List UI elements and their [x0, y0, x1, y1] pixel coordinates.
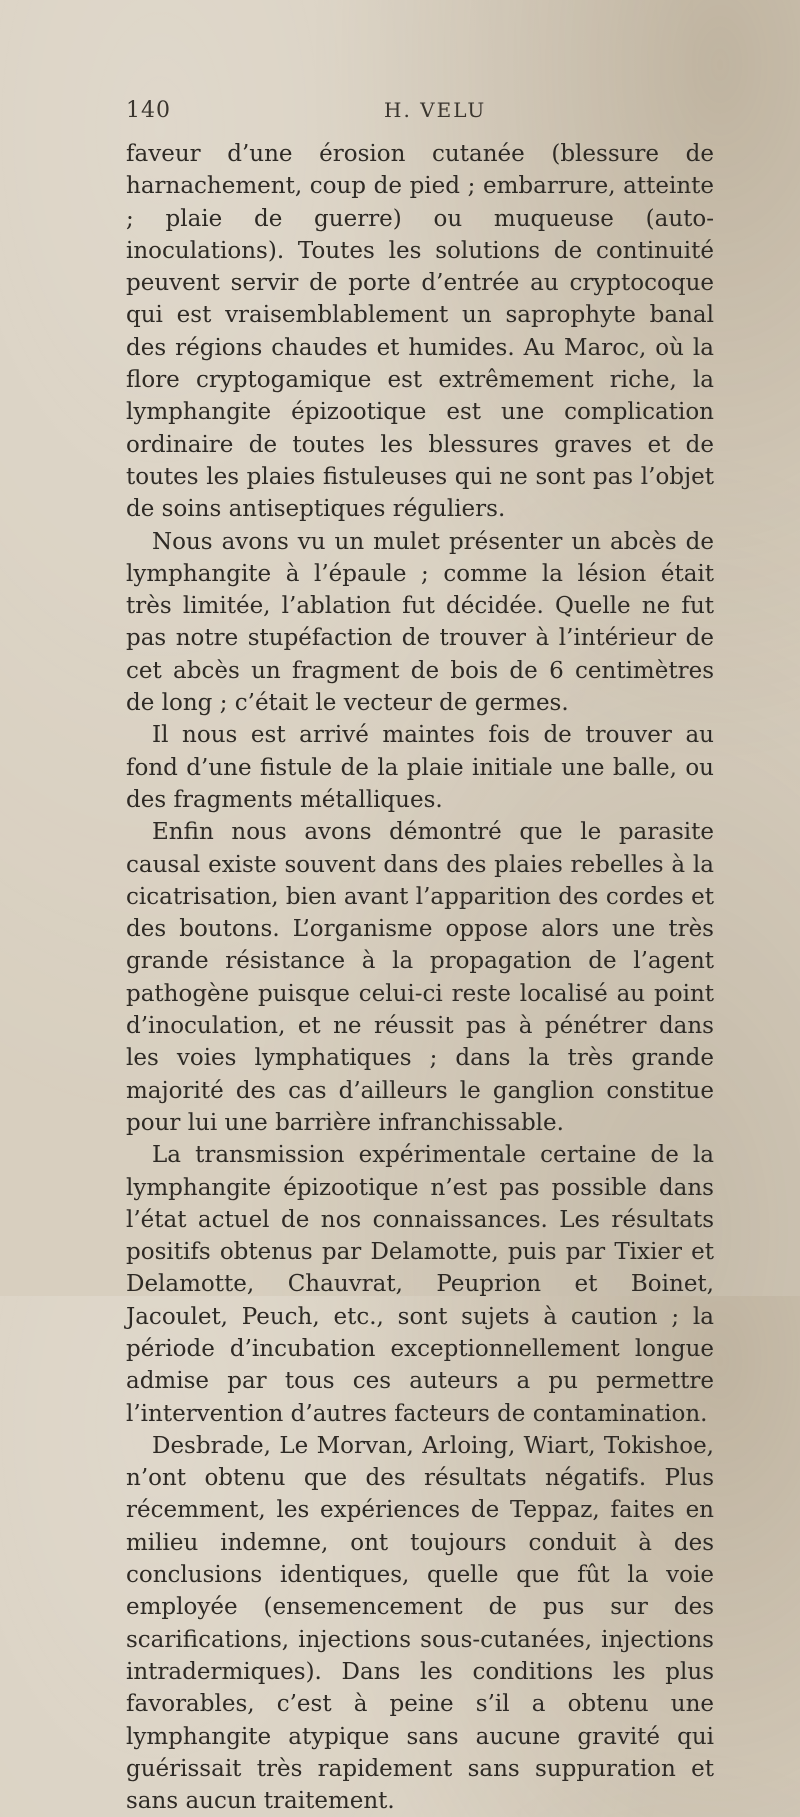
running-head: H. VELU — [384, 98, 487, 122]
paragraph: Il nous est arrivé maintes fois de trouver au fond d’une fistule de la plaie initiale une balle, ou des fragments métalliques. — [126, 722, 714, 813]
paragraph: Nous avons vu un mulet présenter un abcès de lymphangite à l’épaule ; comme la lésion était très limitée, l’ablation fut décidée. Quelle ne fut pas notre stupéfaction de trouver à l’intérieur de cet abcès un fragment de bois de 6 centimètres de long ; c’était le vecteur de germes. — [126, 528, 714, 717]
page-number: 140 — [126, 98, 171, 123]
page-header — [126, 98, 686, 138]
paragraph: Desbrade, Le Morvan, Arloing, Wiart, Tokishoe, n’ont obtenu que des résultats négatifs. Plus récemment, les expériences de Teppaz, faites en milieu indemne, ont toujours conduit à des conclusions identiques, quelle que fût la voie employée (ensemencement de pus sur des scarifications, injections sous-cutanées, injections intradermiques). Dans les conditions les plus favorables, c’est à peine s’il a obtenu une lymphangite atypique sans aucune gravité qui guérissait très rapidement sans suppuration et sans aucun traitement. — [126, 1432, 714, 1815]
paragraph: Enfin nous avons démontré que le parasite causal existe souvent dans des plaies rebelles à la cicatrisation, bien avant l’apparition des cordes et des boutons. L’organisme oppose alors une très grande résistance à la propagation de l’agent pathogène puisque celui-ci reste localisé au point d’inoculation, et ne réussit pas à pénétrer dans les voies lymphatiques ; dans la très grande majorité des cas d’ailleurs le ganglion constitue pour lui une barrière infranchissable. — [126, 819, 714, 1136]
paragraph: faveur d’une érosion cutanée (blessure de harnachement, coup de pied ; embarrure, atteinte ; plaie de guerre) ou muqueuse (auto-inoculations). Toutes les solutions de continuité peuvent servir de porte d’entrée au cryptocoque qui est vraisemblablement un saprophyte banal des régions chaudes et humides. Au Maroc, où la flore cryptogamique est extrêmement riche, la lymphangite épizootique est une complication ordinaire de toutes les blessures graves et de toutes les plaies fistuleuses qui ne sont pas l’objet de soins antiseptiques réguliers. — [126, 141, 714, 523]
body-text — [126, 138, 714, 1817]
paragraph: La transmission expérimentale certaine de la lymphangite épizootique n’est pas possible dans l’état actuel de nos connaissances. Les résultats positifs obtenus par Delamotte, puis par Tixier et Delamotte, Chauvrat, Peuprion et Boinet, Jacoulet, Peuch, etc., sont sujets à caution ; la période d’incubation exceptionnellement longue admise par tous ces auteurs a pu permettre l’intervention d’autres facteurs de contamination. — [126, 1142, 714, 1427]
